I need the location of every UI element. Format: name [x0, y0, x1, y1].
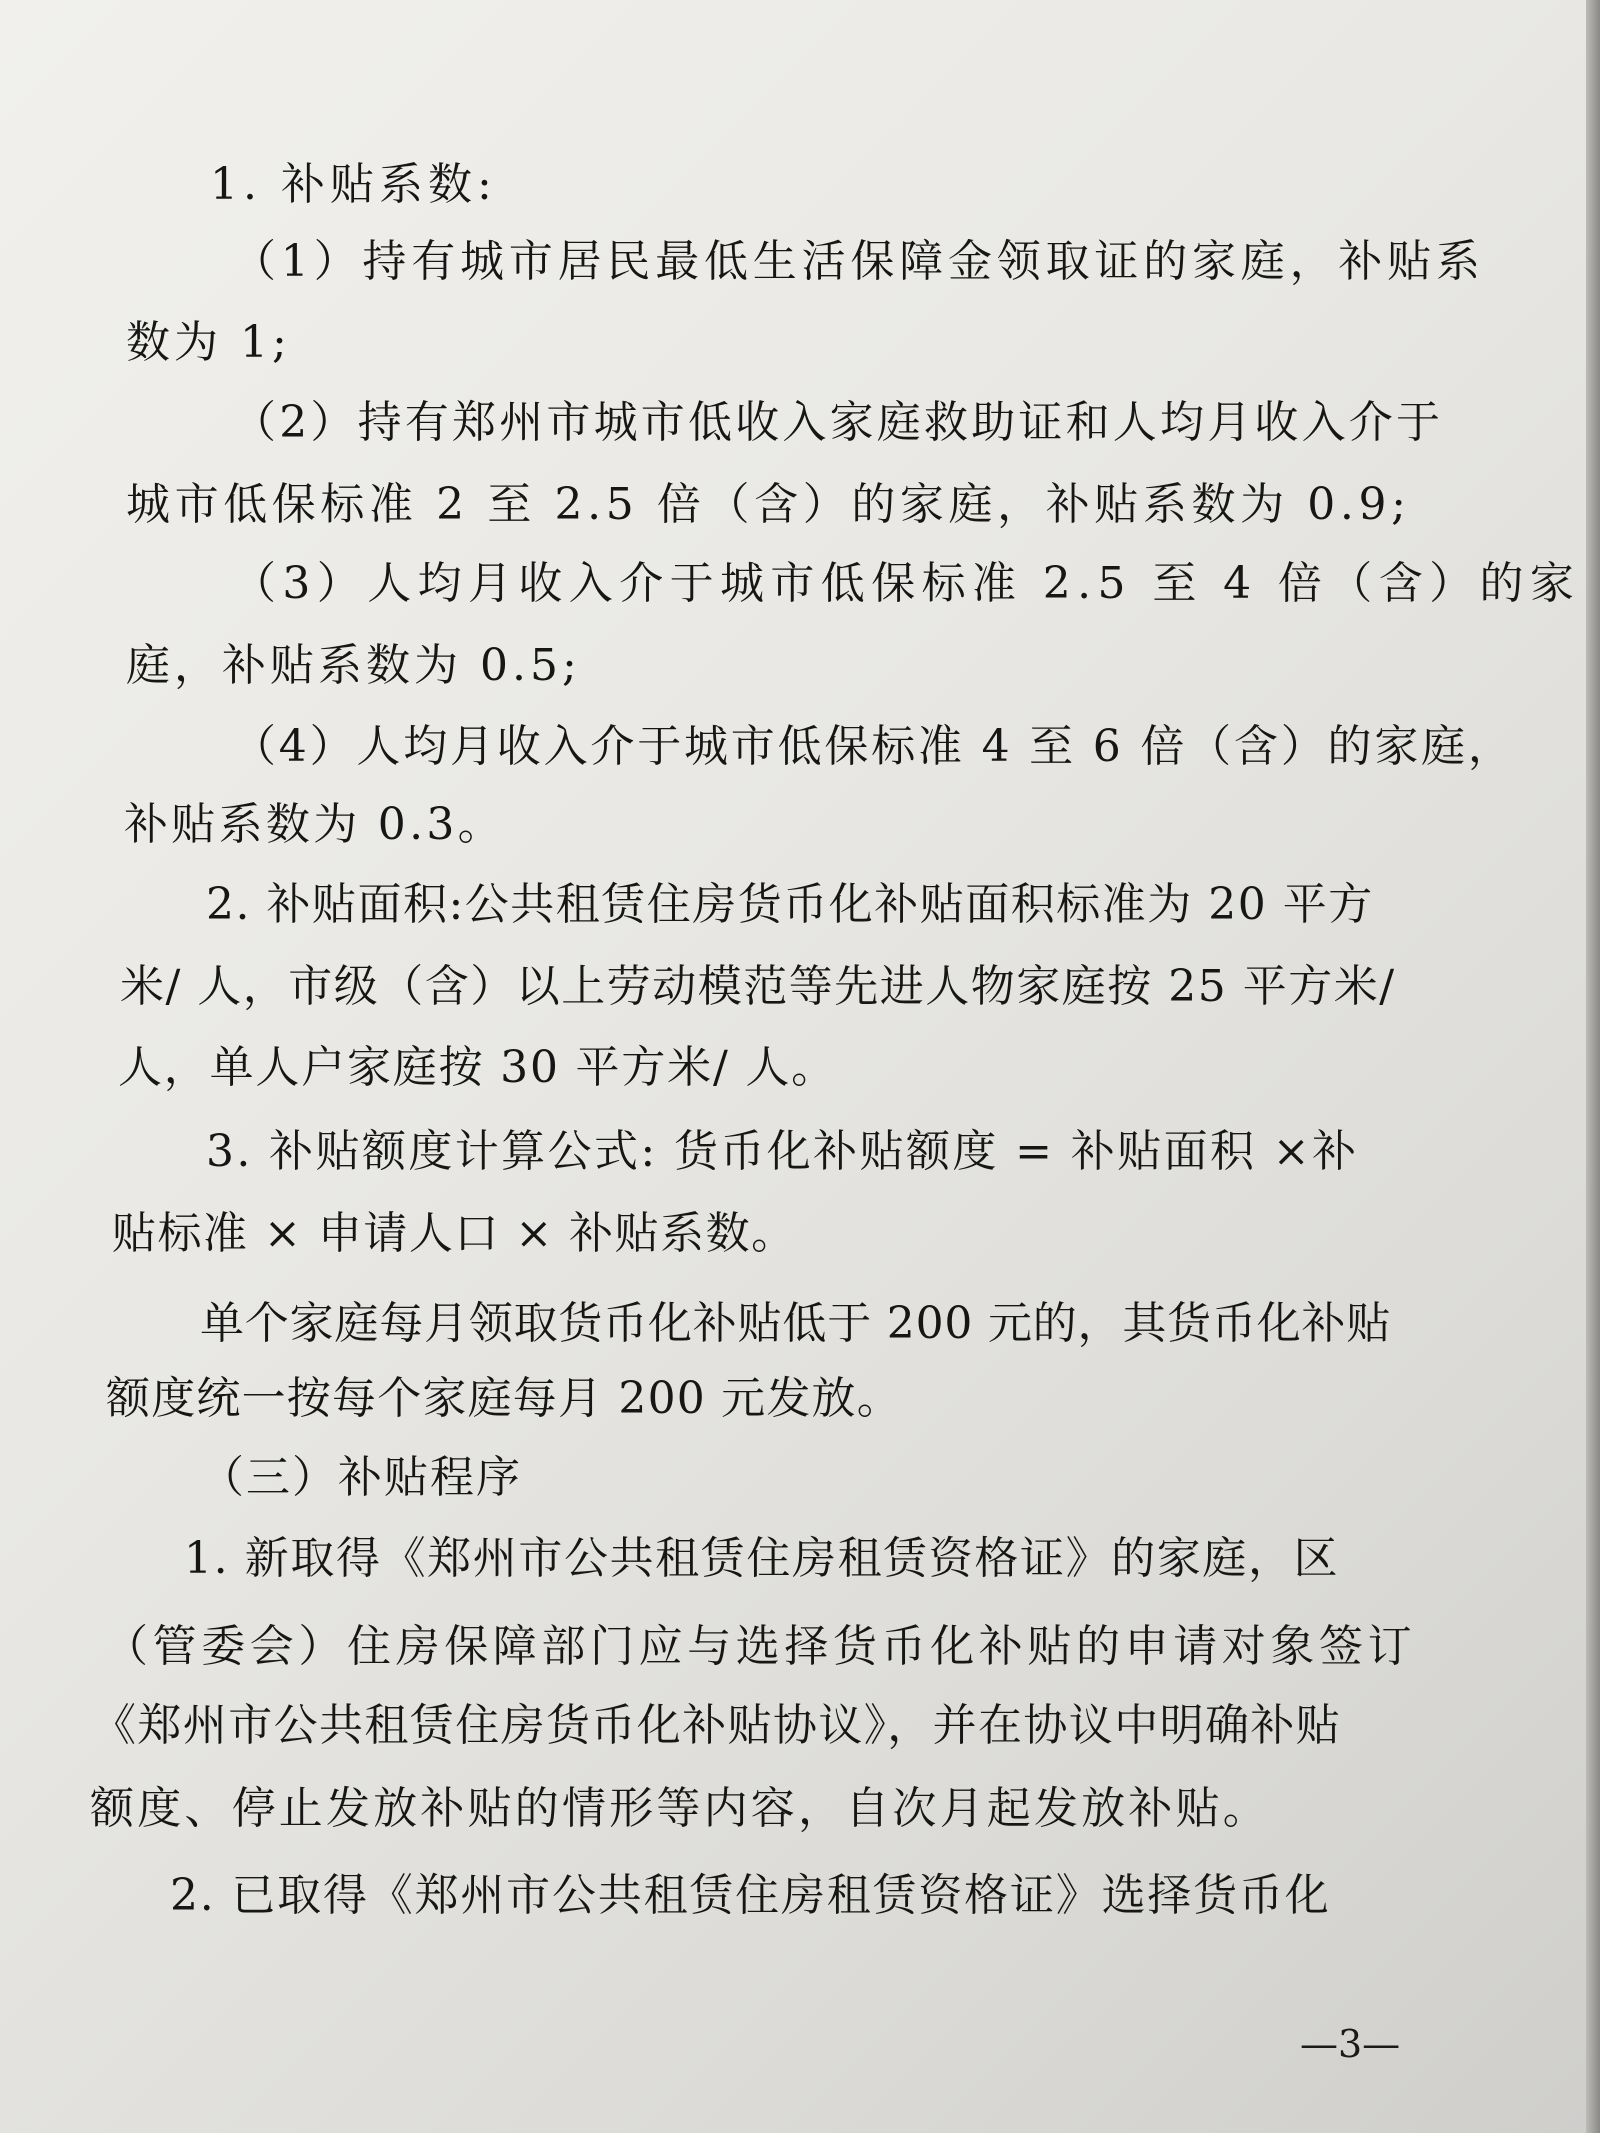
text-line: 2. 已取得《郑州市公共租赁住房租赁资格证》选择货币化: [170, 1870, 1331, 1921]
text-line: 《郑州市公共租赁住房货币化补贴协议》，并在协议中明确补贴: [92, 1700, 1342, 1751]
text-line: （4）人均月收入介于城市低保标准 4 至 6 倍（含）的家庭，: [232, 721, 1515, 772]
text-line: 贴标准 × 申请人口 × 补贴系数。: [112, 1208, 797, 1259]
text-line: 城市低保标准 2 至 2.5 倍（含）的家庭，补贴系数为 0.9;: [126, 479, 1411, 530]
text-line: 额度、停止发放补贴的情形等内容，自次月起发放补贴。: [90, 1783, 1270, 1834]
page-number: —3—: [1300, 2022, 1401, 2066]
text-line: 米/ 人，市级（含）以上劳动模范等先进人物家庭按 25 平方米/: [120, 961, 1396, 1012]
text-line: （3）人均月收入介于城市低保标准 2.5 至 4 倍（含）的家: [232, 558, 1581, 609]
text-line: （管委会）住房保障部门应与选择货币化补贴的申请对象签订: [104, 1621, 1417, 1672]
text-line: 3. 补贴额度计算公式: 货币化补贴额度 = 补贴面积 ×补: [206, 1126, 1359, 1177]
text-line: 1. 补贴系数:: [210, 159, 497, 210]
text-line: 2. 补贴面积:公共租赁住房货币化补贴面积标准为 20 平方: [206, 879, 1374, 930]
text-line: 人，单人户家庭按 30 平方米/ 人。: [118, 1042, 837, 1093]
text-line: 庭，补贴系数为 0.5;: [126, 640, 581, 691]
text-line: 补贴系数为 0.3。: [124, 799, 505, 850]
text-line: （1）持有城市居民最低生活保障金领取证的家庭，补贴系: [232, 236, 1485, 287]
text-line: 单个家庭每月领取货币化补贴低于 200 元的，其货币化补贴: [200, 1298, 1392, 1349]
text-line: 数为 1;: [126, 317, 291, 368]
page-edge-shadow: [1586, 0, 1600, 2133]
section-heading: （三）补贴程序: [200, 1452, 522, 1503]
text-line: 额度统一按每个家庭每月 200 元发放。: [106, 1373, 902, 1424]
text-line: （2）持有郑州市城市低收入家庭救助证和人均月收入介于: [232, 397, 1444, 448]
text-line: 1. 新取得《郑州市公共租赁住房租赁资格证》的家庭，区: [184, 1533, 1340, 1584]
